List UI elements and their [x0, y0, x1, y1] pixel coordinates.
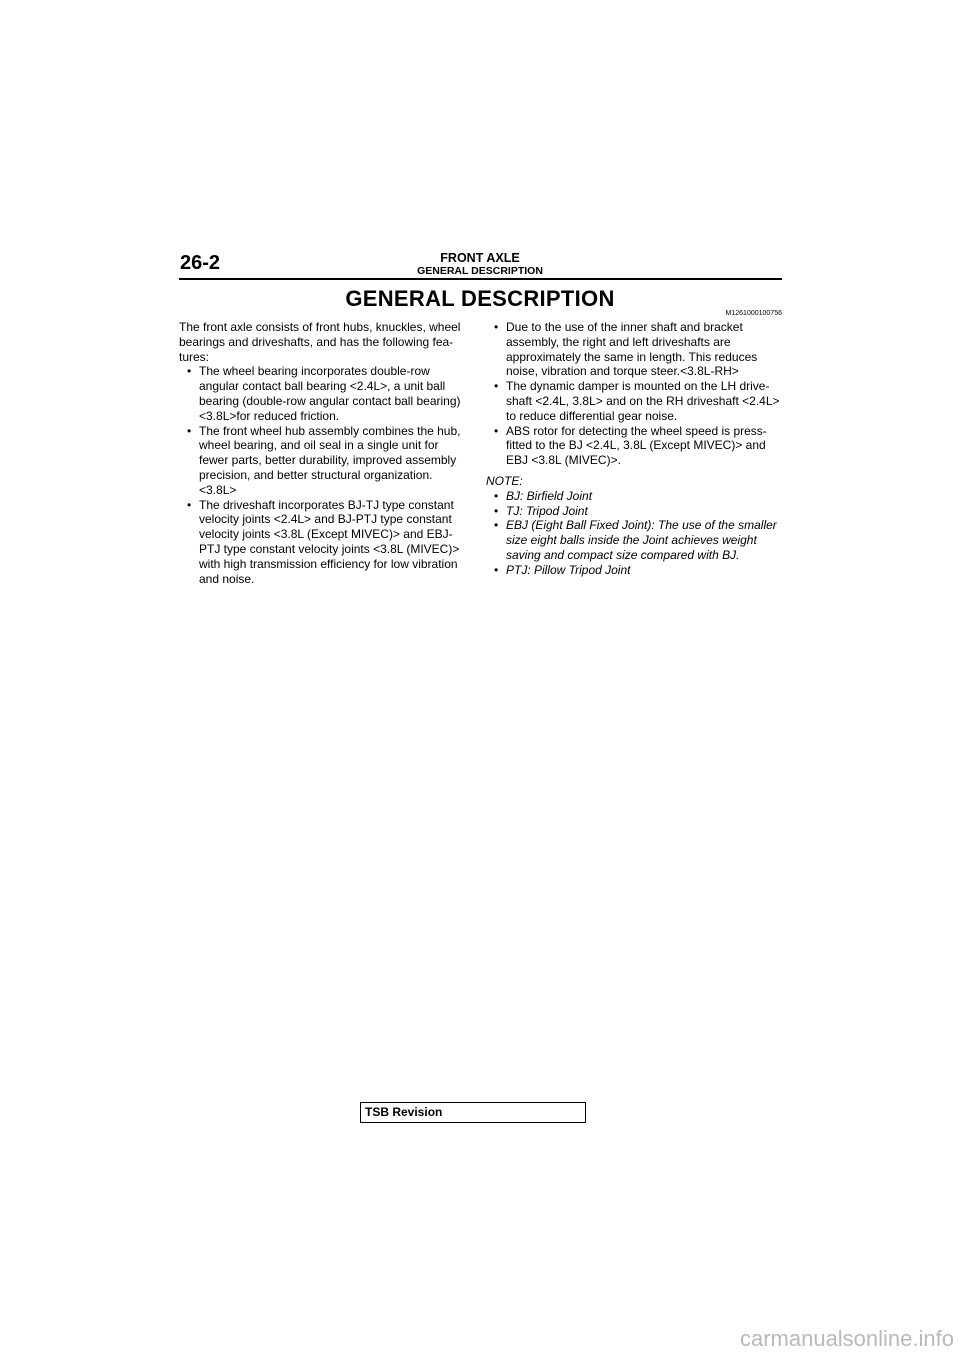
list-item-text: Due to the use of the inner shaft and bracket assembly, the right and left driveshafts are approximately the same in length. This reduces noise, vibration and torque steer.<3.8L-RH>: [506, 320, 758, 379]
list-item: [486, 320, 782, 379]
note-text: BJ: Birfield Joint: [506, 488, 593, 503]
list-item: [486, 379, 782, 423]
bullet-icon: •: [494, 562, 499, 577]
note-label: NOTE:: [486, 473, 523, 488]
bullet-icon: •: [494, 518, 499, 533]
list-item-text: ABS rotor for detecting the wheel speed is press-fitted to the BJ <2.4L, 3.8L (Except MIVEC)> and EBJ <3.8L (MIVEC)>.: [506, 423, 767, 468]
bullet-icon: •: [187, 364, 192, 379]
bullet-icon: •: [494, 503, 499, 518]
watermark: carmanualsonline.info: [739, 1326, 954, 1351]
tsb-revision-box: [360, 1102, 586, 1123]
section-subtitle: GENERAL DESCRIPTION: [417, 265, 543, 277]
feature-list-left: [179, 364, 470, 586]
note-item: [486, 504, 782, 519]
tsb-revision-label: TSB Revision: [365, 1105, 443, 1119]
list-item-text: The front wheel hub assembly combines the hub, wheel bearing, and oil seal in a single unit for fewer parts, better durability, improved assembly precision, and better structural organization. <3.8L>: [199, 423, 461, 497]
list-item: [179, 498, 470, 587]
page-number: 26-2: [180, 252, 221, 274]
bullet-icon: •: [187, 497, 192, 512]
section-title: FRONT AXLE: [440, 251, 520, 265]
right-column: [486, 320, 782, 578]
note-text: PTJ: Pillow Tripod Joint: [506, 562, 631, 577]
note-list: [486, 489, 782, 578]
note-text: TJ: Tripod Joint: [506, 503, 588, 518]
page-title: GENERAL DESCRIPTION: [345, 286, 615, 311]
intro-paragraph: The front axle consists of front hubs, knuckles, wheel bearings and driveshafts, and has the following fea-tures:: [179, 320, 461, 364]
list-item: [486, 424, 782, 468]
note-item: [486, 489, 782, 504]
list-item-text: The wheel bearing incorporates double-row angular contact ball bearing <2.4L>, a unit ball bearing (double-row angular contact ball bearing) <3.8L>for reduced friction.: [199, 364, 461, 423]
bullet-icon: •: [494, 423, 499, 438]
note-item: [486, 518, 782, 562]
list-item: [179, 424, 470, 498]
list-item-text: The driveshaft incorporates BJ-TJ type constant velocity joints <2.4L> and BJ-PTJ type constant velocity joints <3.8L (Except MIVEC)> and EBJ-PTJ type constant velocity joints <3.8L (MIVEC)> with high transmission efficiency for low vibration and noise.: [199, 497, 460, 586]
bullet-icon: •: [494, 379, 499, 394]
document-code: M1261000100756: [725, 310, 782, 317]
list-item-text: The dynamic damper is mounted on the LH drive-shaft <2.4L, 3.8L> and on the RH driveshaft <2.4L> to reduce differential gear noise.: [506, 379, 780, 423]
feature-list-right: [486, 320, 782, 468]
bullet-icon: •: [494, 320, 499, 334]
header-rule: [179, 278, 782, 280]
note-text: EBJ (Eight Ball Fixed Joint): The use of the smaller size eight balls inside the Joint achieves weight saving and compact size compared with BJ.: [506, 518, 777, 562]
left-column: [179, 320, 470, 586]
list-item: [179, 364, 470, 423]
note-item: [486, 563, 782, 578]
bullet-icon: •: [187, 423, 192, 438]
bullet-icon: •: [494, 488, 499, 503]
